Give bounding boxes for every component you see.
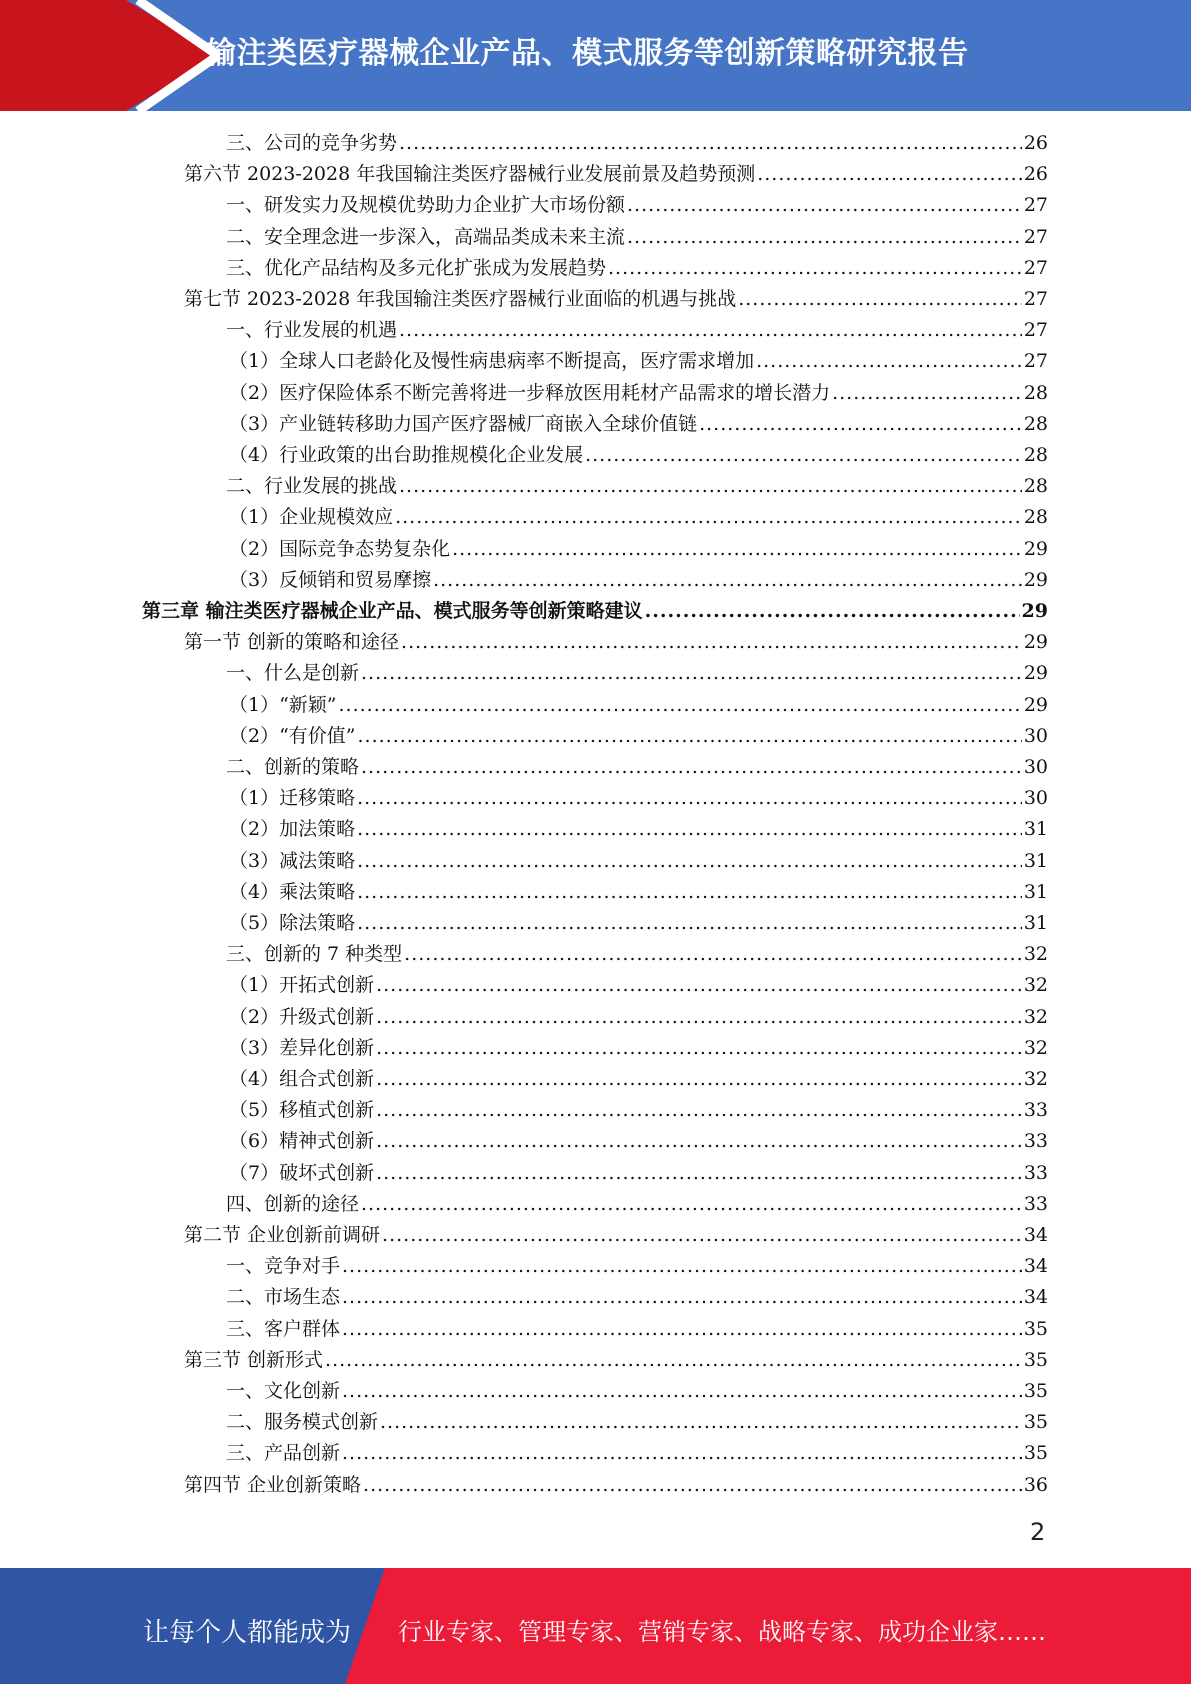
toc-leader-dots xyxy=(608,253,1022,284)
toc-leader-dots xyxy=(395,502,1022,533)
toc-leader-dots xyxy=(342,1376,1022,1407)
toc-entry-page: 27 xyxy=(1023,319,1048,342)
toc-entry[interactable] xyxy=(184,159,1048,190)
report-title: 输注类医疗器械企业产品、模式服务等创新策略研究报告 xyxy=(206,36,969,71)
toc-entry-page: 31 xyxy=(1023,849,1048,872)
toc-entry[interactable] xyxy=(184,627,1048,658)
toc-entry-page: 28 xyxy=(1023,381,1048,404)
toc-entry-title: （4）组合式创新 xyxy=(229,1068,375,1090)
toc-entry-page: 33 xyxy=(1023,1130,1048,1153)
toc-entry-page: 31 xyxy=(1023,818,1048,841)
toc-entry-page: 26 xyxy=(1023,132,1048,154)
toc-entry-page: 34 xyxy=(1023,1255,1048,1278)
toc-entry-title: 一、研发实力及规模优势助力企业扩大市场份额 xyxy=(226,194,626,217)
toc-leader-dots xyxy=(433,565,1022,596)
toc-entry-page: 28 xyxy=(1023,444,1048,466)
toc-entry-title: 三、优化产品结构及多元化扩张成为发展趋势 xyxy=(226,256,607,279)
toc-entry[interactable] xyxy=(229,378,1048,409)
toc-entry[interactable] xyxy=(226,1438,1048,1469)
toc-entry-page: 29 xyxy=(1023,568,1048,591)
toc-leader-dots xyxy=(756,346,1022,377)
toc-leader-dots xyxy=(361,658,1022,689)
toc-entry-title: 第二节 企业创新前调研 xyxy=(184,1224,381,1246)
toc-entry-page: 32 xyxy=(1023,1036,1048,1059)
toc-leader-dots xyxy=(399,128,1022,159)
toc-entry-title: 第六节 2023-2028 年我国输注类医疗器械行业发展前景及趋势预测 xyxy=(184,163,756,186)
toc-entry-page: 27 xyxy=(1023,194,1048,217)
toc-leader-dots xyxy=(358,721,1022,752)
toc-entry-page: 27 xyxy=(1023,225,1048,248)
toc-leader-dots xyxy=(357,783,1022,814)
toc-entry-title: 第七节 2023-2028 年我国输注类医疗器械行业面临的机遇与挑战 xyxy=(184,288,737,310)
toc-leader-dots xyxy=(363,1470,1022,1501)
header-banner xyxy=(0,0,1191,111)
toc-entry[interactable] xyxy=(229,565,1048,596)
toc-entry[interactable] xyxy=(229,409,1048,440)
toc-entry-page: 28 xyxy=(1023,475,1048,498)
toc-entry-title: （3）差异化创新 xyxy=(229,1036,375,1059)
toc-entry-title: （2）升级式创新 xyxy=(229,1005,375,1028)
toc-entry-page: 36 xyxy=(1023,1473,1048,1496)
toc-entry-page: 29 xyxy=(1023,693,1048,716)
toc-entry-title: 一、竞争对手 xyxy=(226,1255,341,1278)
toc-entry[interactable] xyxy=(226,1314,1048,1345)
toc-leader-dots xyxy=(376,1064,1022,1095)
toc-entry-page: 26 xyxy=(1023,163,1048,186)
toc-entry[interactable] xyxy=(226,253,1048,284)
toc-leader-dots xyxy=(342,1251,1022,1282)
toc-entry-page: 33 xyxy=(1023,1192,1048,1215)
toc-entry-title: （4）行业政策的出台助推规模化企业发展 xyxy=(229,444,584,466)
toc-entry-page: 29 xyxy=(1023,631,1048,654)
toc-entry-page: 35 xyxy=(1023,1411,1048,1434)
toc-entry[interactable] xyxy=(229,846,1048,877)
footer-slogan-left: 让每个人都能成为 xyxy=(143,1618,352,1648)
toc-entry-title: 第一节 创新的策略和途径 xyxy=(184,631,400,654)
toc-entry-page: 35 xyxy=(1023,1442,1048,1465)
toc-entry[interactable] xyxy=(229,970,1048,1001)
toc-entry-title: 二、安全理念进一步深入，高端品类成未来主流 xyxy=(226,225,626,248)
toc-entry-title: （3）减法策略 xyxy=(229,849,356,872)
toc-entry-title: 二、创新的策略 xyxy=(226,756,360,778)
toc-entry-page: 35 xyxy=(1023,1317,1048,1340)
toc-leader-dots xyxy=(585,440,1022,471)
toc-entry[interactable] xyxy=(229,814,1048,845)
toc-entry[interactable] xyxy=(229,721,1048,752)
toc-leader-dots xyxy=(399,471,1022,502)
toc-entry[interactable] xyxy=(229,440,1048,471)
toc-entry-page: 29 xyxy=(1021,600,1048,622)
toc-entry-page: 35 xyxy=(1023,1348,1048,1371)
toc-entry[interactable] xyxy=(226,1189,1048,1220)
toc-entry[interactable] xyxy=(226,658,1048,689)
header-chevron-icon xyxy=(68,0,218,111)
toc-entry-title: 一、行业发展的机遇 xyxy=(226,319,398,342)
toc-entry-title: 三、创新的 7 种类型 xyxy=(226,943,403,966)
toc-entry-page: 32 xyxy=(1023,974,1048,997)
footer-banner xyxy=(0,1568,1191,1684)
toc-leader-dots xyxy=(361,752,1022,783)
toc-entry-title: （2）加法策略 xyxy=(229,818,356,841)
header-red-block xyxy=(0,0,68,111)
toc-leader-dots xyxy=(376,970,1022,1001)
toc-entry-page: 33 xyxy=(1023,1099,1048,1122)
toc-entry-page: 29 xyxy=(1023,537,1048,560)
toc-entry-page: 33 xyxy=(1023,1161,1048,1184)
toc-entry[interactable] xyxy=(229,690,1048,721)
toc-leader-dots xyxy=(627,190,1022,221)
toc-entry-page: 27 xyxy=(1023,350,1048,373)
toc-entry[interactable] xyxy=(226,1282,1048,1313)
toc-leader-dots xyxy=(342,1282,1022,1313)
toc-entry[interactable] xyxy=(226,471,1048,502)
toc-entry-title: （2）“有价值” xyxy=(229,724,356,747)
toc-entry[interactable] xyxy=(229,502,1048,533)
toc-leader-dots xyxy=(645,596,1020,627)
toc-entry-title: 二、行业发展的挑战 xyxy=(226,475,398,498)
toc-entry-title: （5）移植式创新 xyxy=(229,1099,375,1122)
toc-entry-title: （5）除法策略 xyxy=(229,912,356,934)
toc-leader-dots xyxy=(404,939,1022,970)
toc-entry-title: 四、创新的途径 xyxy=(226,1192,360,1215)
toc-entry-title: 三、产品创新 xyxy=(226,1442,341,1465)
toc-entry-title: （2）医疗保险体系不断完善将进一步释放医用耗材产品需求的增长潜力 xyxy=(229,381,831,404)
toc-entry[interactable] xyxy=(226,1407,1048,1438)
toc-entry-page: 27 xyxy=(1023,256,1048,279)
toc-entry-page: 28 xyxy=(1023,506,1048,529)
toc-leader-dots xyxy=(452,534,1022,565)
toc-entry[interactable] xyxy=(184,1220,1048,1251)
toc-entry-title: 第三章 输注类医疗器械企业产品、模式服务等创新策略建议 xyxy=(142,600,643,622)
toc-entry[interactable] xyxy=(226,1251,1048,1282)
toc-entry-page: 31 xyxy=(1023,880,1048,903)
toc-entry-title: （1）开拓式创新 xyxy=(229,974,375,997)
toc-entry[interactable] xyxy=(226,315,1048,346)
toc-entry-page: 30 xyxy=(1023,787,1048,810)
toc-entry-title: （1）企业规模效应 xyxy=(229,506,394,529)
toc-entry[interactable] xyxy=(226,190,1048,221)
toc-entry[interactable] xyxy=(226,939,1048,970)
toc-entry-title: 第四节 企业创新策略 xyxy=(184,1473,362,1496)
toc-entry[interactable] xyxy=(226,752,1048,783)
toc-leader-dots xyxy=(376,1002,1022,1033)
toc-entry[interactable] xyxy=(226,222,1048,253)
toc-leader-dots xyxy=(757,159,1022,190)
toc-leader-dots xyxy=(357,908,1022,939)
footer-slogan-right: 行业专家、管理专家、营销专家、战略专家、成功企业家…… xyxy=(398,1618,1046,1646)
toc-entry[interactable] xyxy=(229,1126,1048,1157)
toc-entry[interactable] xyxy=(229,783,1048,814)
toc-leader-dots xyxy=(361,1189,1022,1220)
toc-entry[interactable] xyxy=(184,1470,1048,1501)
toc-entry-title: 三、公司的竞争劣势 xyxy=(226,132,398,154)
toc-entry[interactable] xyxy=(229,1002,1048,1033)
toc-entry-title: 二、市场生态 xyxy=(226,1286,341,1309)
toc-leader-dots xyxy=(832,378,1022,409)
toc-leader-dots xyxy=(342,1438,1022,1469)
toc-entry-title: （3）产业链转移助力国产医疗器械厂商嵌入全球价值链 xyxy=(229,412,698,435)
toc-leader-dots xyxy=(357,814,1022,845)
toc-entry[interactable] xyxy=(229,877,1048,908)
toc-entry[interactable] xyxy=(229,908,1048,939)
toc-leader-dots xyxy=(339,690,1022,721)
toc-entry-page: 30 xyxy=(1023,724,1048,747)
toc-entry[interactable] xyxy=(226,128,1048,159)
toc-leader-dots xyxy=(376,1095,1022,1126)
toc-leader-dots xyxy=(401,627,1022,658)
toc-entry-page: 32 xyxy=(1023,1005,1048,1028)
toc-leader-dots xyxy=(699,409,1022,440)
toc-leader-dots xyxy=(376,1158,1022,1189)
toc-entry-title: （6）精神式创新 xyxy=(229,1130,375,1153)
toc-leader-dots xyxy=(376,1033,1022,1064)
toc-leader-dots xyxy=(399,315,1022,346)
toc-entry-page: 34 xyxy=(1023,1286,1048,1309)
toc-entry[interactable] xyxy=(184,284,1048,315)
page-number: 2 xyxy=(1030,1518,1046,1546)
toc-leader-dots xyxy=(357,846,1022,877)
toc-entry-page: 31 xyxy=(1023,912,1048,934)
toc-entry-page: 34 xyxy=(1023,1224,1048,1246)
toc-entry-title: 三、客户群体 xyxy=(226,1317,341,1340)
toc-entry-title: （4）乘法策略 xyxy=(229,880,356,903)
toc-leader-dots xyxy=(382,1220,1022,1251)
toc-entry-page: 27 xyxy=(1023,288,1048,310)
toc-entry[interactable] xyxy=(229,1095,1048,1126)
toc-entry[interactable] xyxy=(229,346,1048,377)
toc-entry-title: （7）破坏式创新 xyxy=(229,1161,375,1184)
toc-entry-page: 32 xyxy=(1023,1068,1048,1090)
toc-entry-page: 30 xyxy=(1023,756,1048,778)
toc-leader-dots xyxy=(380,1407,1022,1438)
toc-entry-title: （1）迁移策略 xyxy=(229,787,356,810)
toc-leader-dots xyxy=(342,1314,1022,1345)
toc-leader-dots xyxy=(325,1345,1022,1376)
toc-entry[interactable] xyxy=(142,596,1048,627)
toc-entry-page: 32 xyxy=(1023,943,1048,966)
toc-entry-title: （3）反倾销和贸易摩擦 xyxy=(229,568,432,591)
toc-leader-dots xyxy=(376,1126,1022,1157)
toc-entry-title: （1）全球人口老龄化及慢性病患病率不断提高，医疗需求增加 xyxy=(229,350,755,373)
toc-entry[interactable] xyxy=(226,1376,1048,1407)
toc-leader-dots xyxy=(738,284,1022,315)
toc-entry[interactable] xyxy=(229,1033,1048,1064)
toc-entry-title: 第三节 创新形式 xyxy=(184,1348,324,1371)
toc-entry-page: 28 xyxy=(1023,412,1048,435)
toc-entry-title: 一、文化创新 xyxy=(226,1380,341,1402)
toc-entry-title: （1）“新颖” xyxy=(229,693,337,716)
toc-entry[interactable] xyxy=(229,534,1048,565)
toc-leader-dots xyxy=(357,877,1022,908)
toc-entry-page: 29 xyxy=(1023,662,1048,685)
toc-entry-title: 二、服务模式创新 xyxy=(226,1411,379,1434)
toc-entry-title: （2）国际竞争态势复杂化 xyxy=(229,537,451,560)
toc-entry-title: 一、什么是创新 xyxy=(226,662,360,685)
toc-entry[interactable] xyxy=(229,1064,1048,1095)
toc-entry-page: 35 xyxy=(1023,1380,1048,1402)
toc-leader-dots xyxy=(627,222,1022,253)
toc-entry[interactable] xyxy=(229,1158,1048,1189)
toc-entry[interactable] xyxy=(184,1345,1048,1376)
